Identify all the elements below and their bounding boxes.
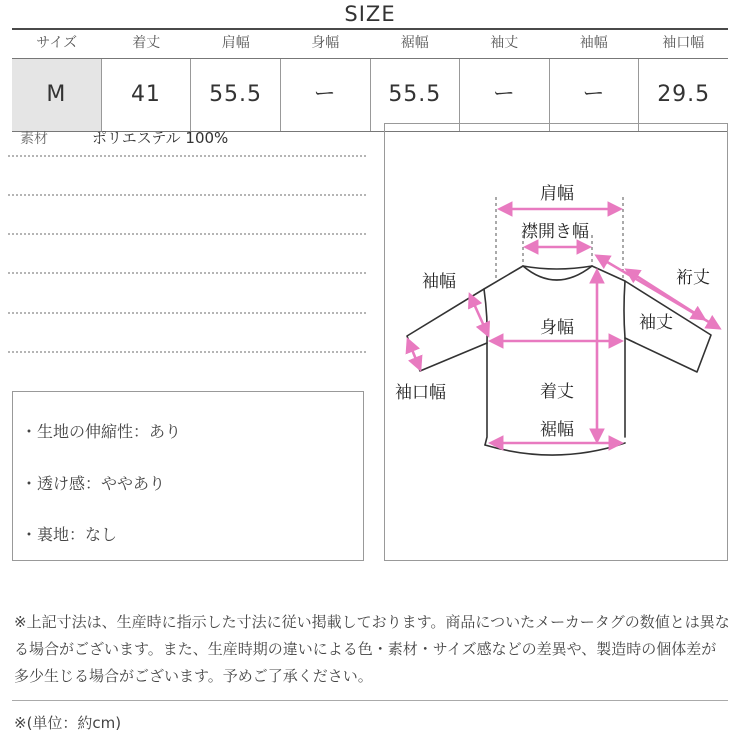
cell-sleeve-width: ー	[549, 59, 639, 131]
cell-length: 41	[101, 59, 191, 131]
property-lining: ・裏地：なし	[21, 525, 118, 544]
dotted-divider	[8, 194, 366, 196]
cuff-arrow	[408, 340, 420, 369]
label-yuki: 裄丈	[676, 268, 710, 288]
label-neck: 襟開き幅	[521, 222, 589, 242]
note-divider	[12, 700, 728, 701]
dotted-divider	[8, 155, 366, 157]
header-body-width: 身幅	[311, 35, 340, 51]
dotted-divider	[8, 233, 366, 235]
label-cuff: 袖口幅	[395, 383, 446, 403]
label-sleeve-length: 袖丈	[639, 313, 673, 333]
size-table-row	[12, 58, 728, 132]
measurement-diagram	[384, 123, 728, 561]
cell-body-width: ー	[280, 59, 370, 131]
header-cuff: 袖口幅	[662, 35, 705, 51]
header-hem: 裾幅	[400, 35, 429, 51]
cell-shoulder: 55.5	[190, 59, 280, 131]
disclaimer-note: ※上記寸法は、生産時に指示した寸法に従い掲載しております。商品についたメーカータグの数値とは異なる場合がございます。また、生産時期の違いによる色・素材・サイズ感などの差異や、製造時の個体差が多少生じる場合がございます。予めご了承ください。	[14, 613, 730, 685]
header-length: 着丈	[132, 35, 161, 51]
property-sheerness: ・透け感：ややあり	[21, 474, 166, 493]
label-length: 着丈	[540, 382, 574, 402]
property-stretch: ・生地の伸縮性：あり	[21, 422, 182, 441]
size-table-header	[12, 30, 728, 56]
dotted-divider	[8, 312, 366, 314]
header-size: サイズ	[36, 35, 78, 51]
dotted-divider	[8, 272, 366, 274]
material-label: 素材	[20, 131, 48, 147]
cell-size: M	[12, 59, 101, 131]
header-sleeve-length: 袖丈	[490, 35, 519, 51]
page-title: SIZE	[344, 2, 396, 26]
label-body-width: 身幅	[540, 318, 574, 338]
material-value: ポリエステル 100%	[92, 129, 229, 147]
cell-hem: 55.5	[370, 59, 460, 131]
cell-sleeve-length: ー	[459, 59, 549, 131]
header-sleeve-width: 袖幅	[579, 35, 608, 51]
label-hem: 裾幅	[540, 420, 574, 440]
label-shoulder: 肩幅	[540, 184, 574, 204]
cell-cuff: 29.5	[638, 59, 728, 131]
label-sleeve-width: 袖幅	[422, 272, 456, 292]
dotted-divider	[8, 351, 366, 353]
header-shoulder: 肩幅	[221, 35, 250, 51]
unit-note: ※(単位：約cm)	[14, 714, 122, 732]
fabric-properties-box	[12, 391, 364, 561]
